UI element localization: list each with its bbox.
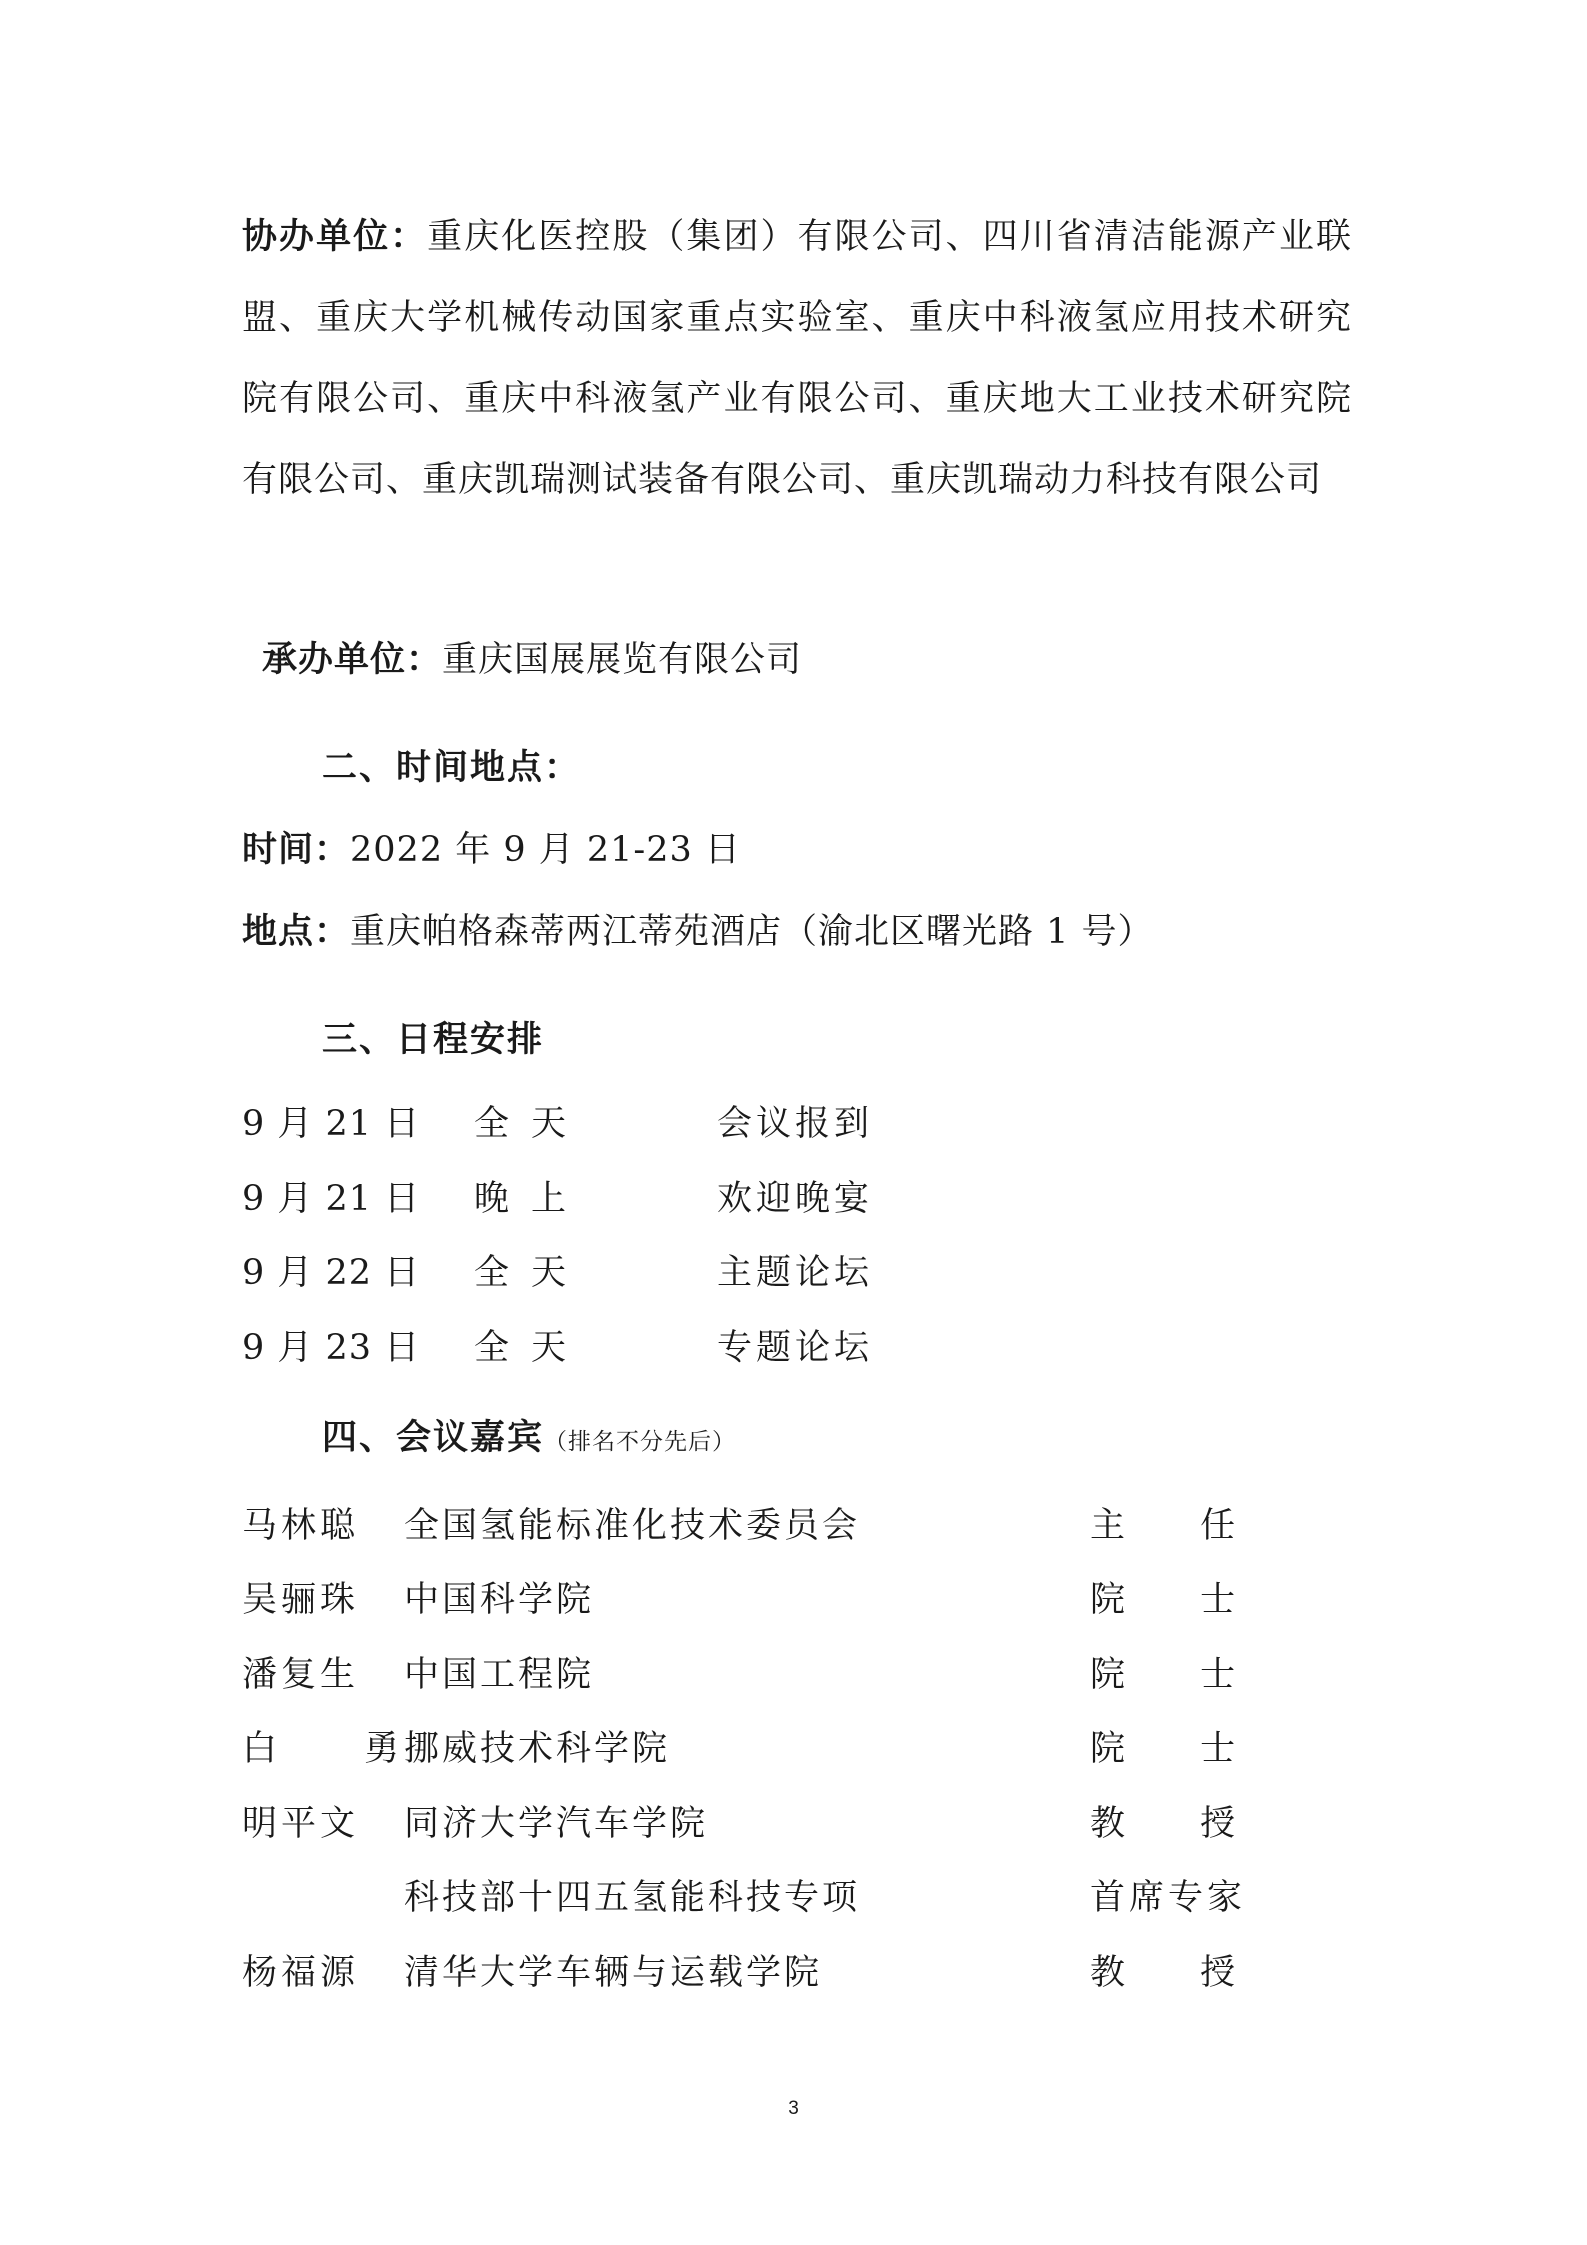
host-label: 承办单位： [262, 639, 443, 680]
schedule-event: 专题论坛 [717, 1328, 874, 1368]
schedule-date: 9 月 22 日 [242, 1253, 421, 1293]
guest-organization: 科技部十四五氢能科技专项 [404, 1878, 861, 1918]
place-label: 地点： [242, 911, 351, 952]
guests-heading-text: 四、会议嘉宾 [322, 1417, 545, 1458]
time-line [242, 822, 741, 872]
guest-title: 院 士 [1090, 1580, 1268, 1620]
guest-organization: 清华大学车辆与运载学院 [404, 1953, 823, 1993]
schedule-time: 全天 [474, 1104, 589, 1144]
place-line [242, 904, 1154, 954]
guest-name: 杨福源 [242, 1953, 360, 1993]
guest-title: 院 士 [1090, 1729, 1268, 1769]
guest-organization: 挪威技术科学院 [404, 1729, 671, 1769]
host-line [262, 632, 802, 682]
schedule-time: 晚上 [474, 1179, 589, 1219]
guest-name: 白 勇 [242, 1729, 438, 1769]
schedule-date: 9 月 23 日 [242, 1328, 421, 1368]
schedule-event: 会议报到 [717, 1104, 874, 1144]
section-schedule-heading: 三、日程安排 [322, 1019, 545, 1060]
co-organizers-paragraph [242, 196, 1352, 521]
guest-name: 明平文 [242, 1804, 360, 1844]
schedule-event: 欢迎晚宴 [717, 1179, 874, 1219]
section-time-place-heading: 二、时间地点： [322, 747, 582, 788]
guest-name: 潘复生 [242, 1655, 360, 1695]
co-organizers-text: 重庆化医控股（集团）有限公司、四川省清洁能源产业联盟、重庆大学机械传动国家重点实验室、重庆中科液氢应用技术研究院有限公司、重庆中科液氢产业有限公司、重庆地大工业技术研究院有限公司、重庆凯瑞测试装备有限公司、重庆凯瑞动力科技有限公司 [242, 217, 1352, 500]
page-number: 3 [788, 2098, 799, 2119]
guests-order-note: （排名不分先后） [544, 1429, 737, 1455]
guest-title: 教 授 [1090, 1804, 1268, 1844]
guest-organization: 同济大学汽车学院 [404, 1804, 709, 1844]
schedule-time: 全天 [474, 1253, 589, 1293]
guest-title: 院 士 [1090, 1655, 1268, 1695]
schedule-date: 9 月 21 日 [242, 1179, 421, 1219]
guest-title: 教 授 [1090, 1953, 1268, 1993]
guest-name: 马林聪 [242, 1506, 360, 1546]
place-value: 重庆帕格森蒂两江蒂苑酒店（渝北区曙光路 1 号） [350, 912, 1154, 952]
schedule-time: 全天 [474, 1328, 589, 1368]
host-text: 重庆国展展览有限公司 [442, 640, 803, 680]
section-guests-heading [322, 1410, 736, 1460]
guest-name: 吴骊珠 [242, 1580, 360, 1620]
guest-organization: 中国工程院 [404, 1655, 595, 1695]
guest-organization: 全国氢能标准化技术委员会 [404, 1506, 861, 1546]
co-organizers-label: 协办单位： [242, 216, 428, 257]
schedule-event: 主题论坛 [717, 1253, 874, 1293]
guest-organization: 中国科学院 [404, 1580, 595, 1620]
guest-title: 主 任 [1090, 1506, 1268, 1546]
schedule-date: 9 月 21 日 [242, 1104, 421, 1144]
guest-title: 首席专家 [1090, 1878, 1247, 1918]
time-value: 2022 年 9 月 21-23 日 [350, 830, 741, 870]
time-label: 时间： [242, 829, 351, 870]
